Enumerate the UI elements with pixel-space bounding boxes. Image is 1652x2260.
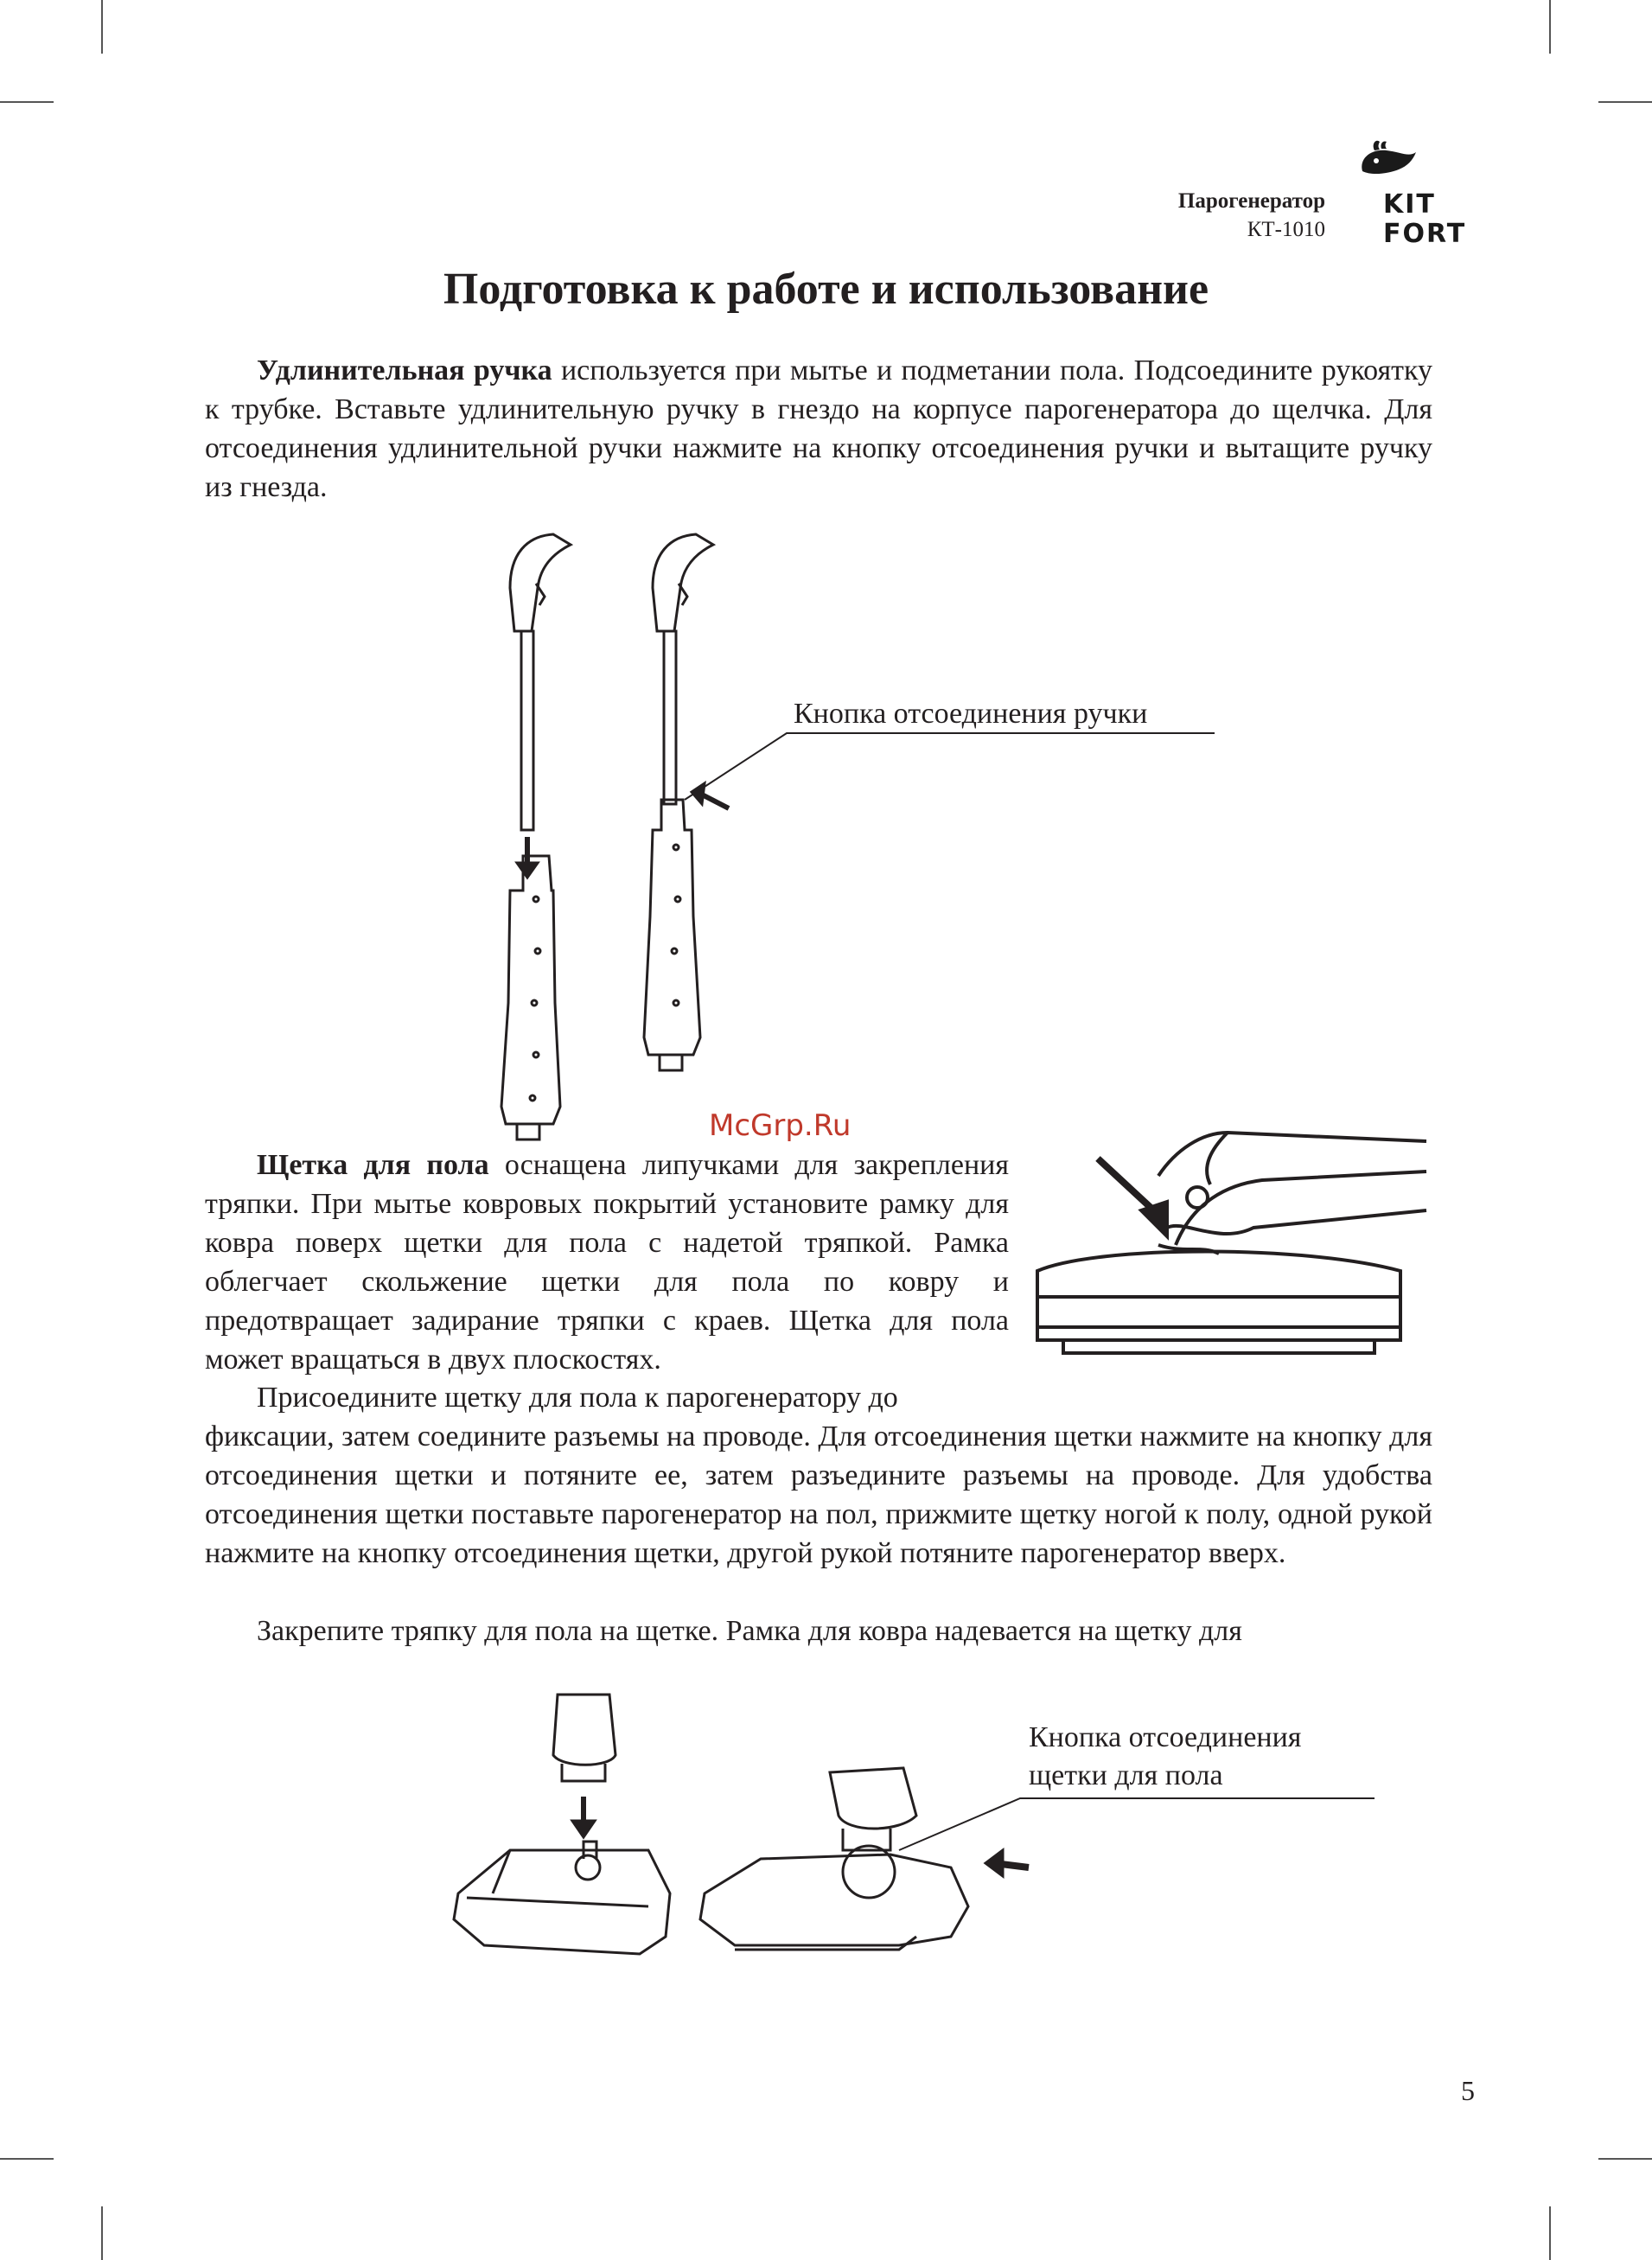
extension-handle-lead: Удлинительная ручка [257,354,552,386]
logo-line1: KIT [1383,189,1436,220]
floor-brush-hand-illustration [1029,1115,1426,1375]
crop-mark [1598,101,1652,103]
kitfort-logo [1383,190,1466,249]
crop-mark [1549,0,1551,54]
page-title: Подготовка к работе и использование [443,265,1209,314]
callout-brush-release-button [1029,1719,1301,1795]
product-name: Парогенератор [1177,189,1325,213]
extension-handle-text: используется при мытье и подметании пола. Подсоедините рукоятку к трубке. Вставьте удлинительную ручку в гнездо на корпусе парогенератора до щелчка. Для отсоединения удлинительной ручки нажмите на кнопку отсоединения ручки и вытащите ручку из гнезда. [205,354,1432,503]
kitfort-whale-logo-icon [1355,137,1425,188]
crop-mark [1549,2206,1551,2260]
extension-handle-illustration [484,519,1349,1141]
watermark: McGrp.Ru [709,1108,852,1143]
crop-mark [0,2158,54,2160]
floor-brush-lead: Щетка для пола [257,1149,489,1181]
page-number: 5 [1461,2075,1475,2106]
product-model: КТ-1010 [1247,218,1325,241]
header-product [1178,187,1325,244]
paragraph-extension-handle [205,351,1432,507]
logo-line2: FORT [1383,219,1467,249]
crop-mark [101,2206,103,2260]
paragraph-floor-brush [205,1146,1009,1379]
callout-brush-line2: щетки для пола [1029,1759,1223,1791]
callout-brush-line1: Кнопка отсоединения [1029,1721,1302,1753]
paragraph-attach-rest: фиксации, затем соедините разъемы на проводе. Для отсоединения щетки нажмите на кнопку для отсоединения щетки и потяните ее, затем разъедините разъемы на проводе. Для удобства отсоединения щетки поставьте парогенератор на пол, прижмите щетку ногой к полу, одной рукой нажмите на кнопку отсоединения щетки, другой рукой потяните парогенератор вверх. [205,1420,1432,1569]
paragraph-attach-start: Присоедините щетку для пола к парогенератору до [257,1382,898,1414]
callout-handle-release-button: Кнопка отсоединения ручки [794,698,1148,730]
crop-mark [101,0,103,54]
crop-mark [1598,2158,1652,2160]
floor-brush-text: оснащена липучками для закрепления тряпки. При мытье ковровых покрытий установите рамку для ковра поверх щетки для пола с надетой тряпкой. Рамка облегчает скольжение щетки для пола по ковру и предотвращает задирание тряпки с краев. Щетка для пола может вращаться в двух плоскостях. [205,1149,1009,1376]
paragraph-cloth: Закрепите тряпку для пола на щетке. Рамка для ковра надевается на щетку для [257,1615,1242,1647]
crop-mark [0,101,54,103]
